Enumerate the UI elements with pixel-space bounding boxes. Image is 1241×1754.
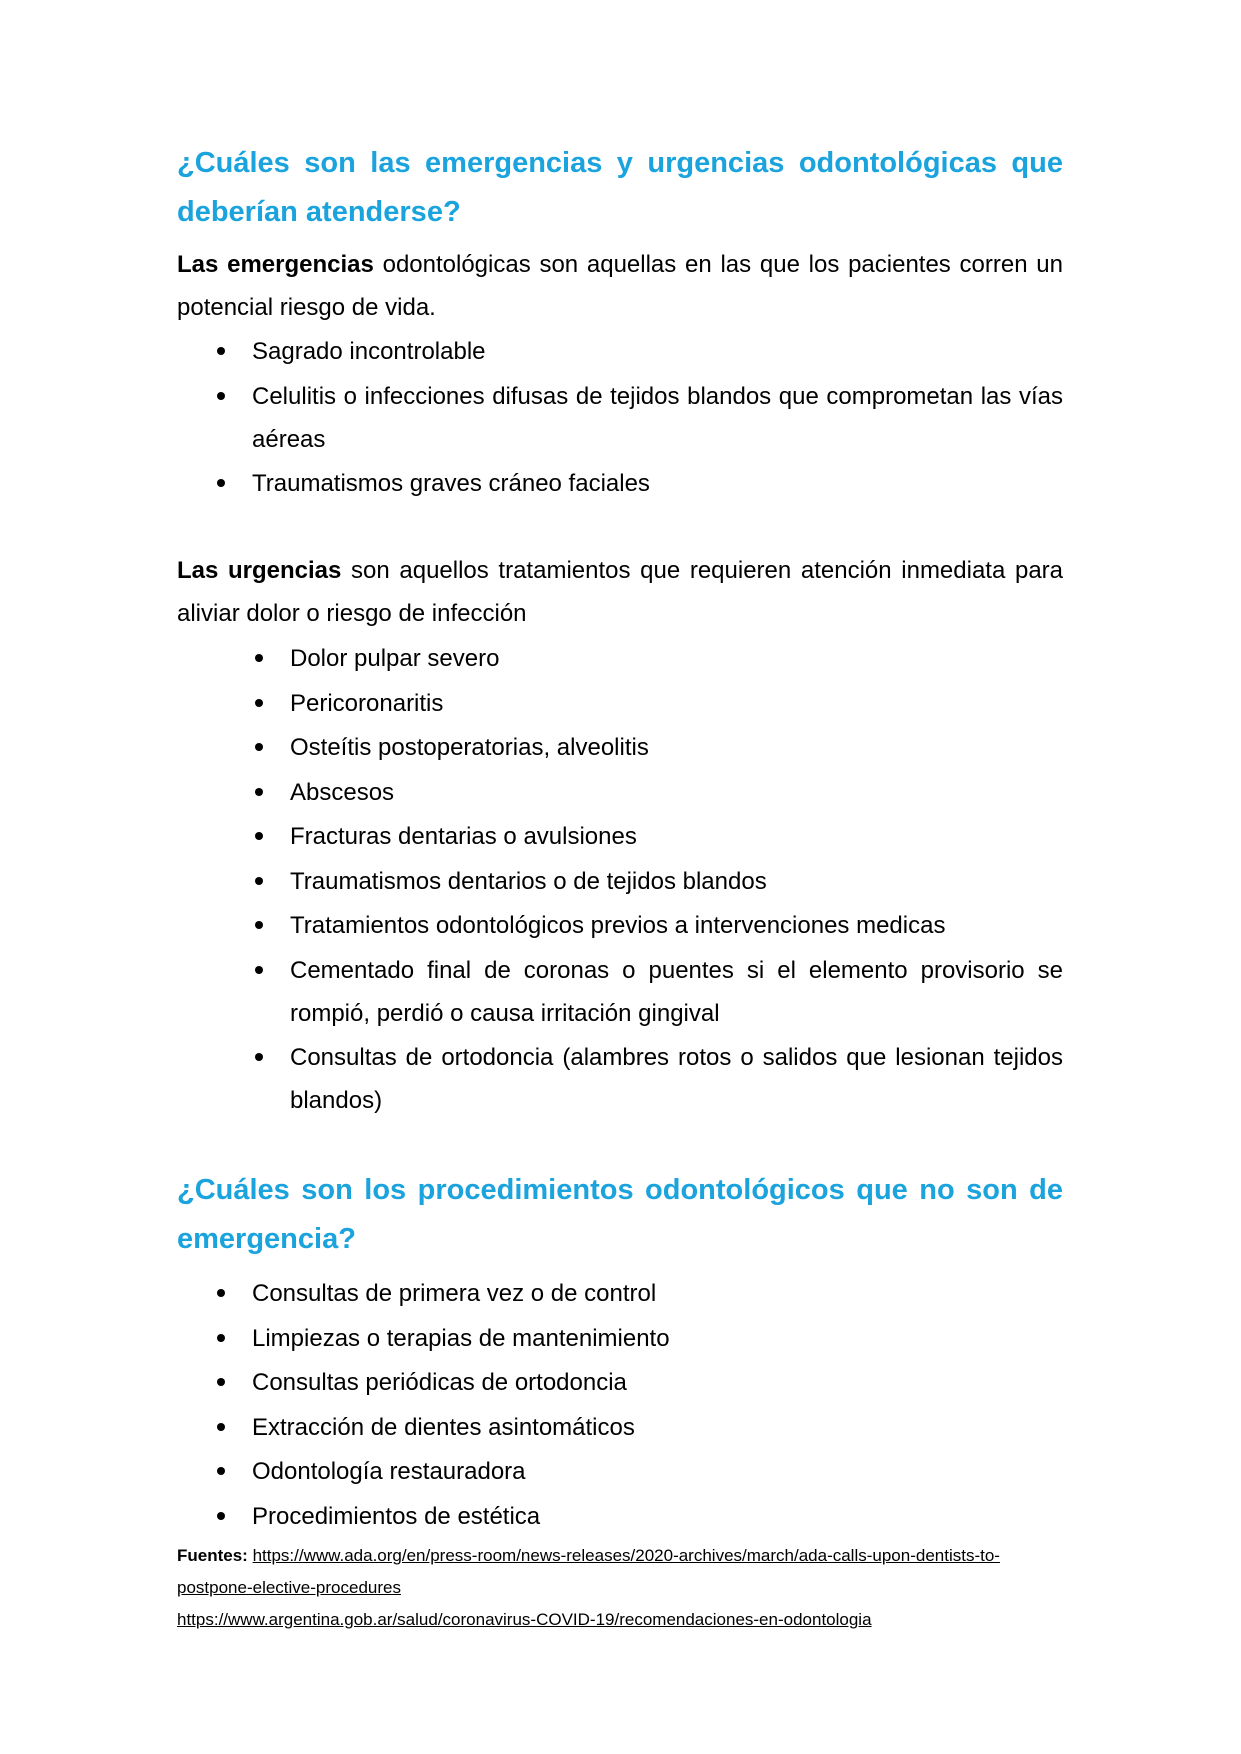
list-item xyxy=(290,1036,1063,1122)
bullet-icon xyxy=(217,1289,225,1297)
list-item-text: Tratamientos odontológicos previos a intervenciones medicas xyxy=(290,912,946,939)
list-item xyxy=(252,1495,1063,1538)
list-item-text: Sagrado incontrolable xyxy=(252,338,486,365)
list-item-text: Celulitis o infecciones difusas de tejidos blandos que comprometan las vías aéreas xyxy=(252,382,1063,453)
list-item-text: Abscesos xyxy=(290,778,395,806)
urgencias-list xyxy=(290,637,1063,1124)
list-item xyxy=(252,462,1063,505)
list-item xyxy=(252,1272,1063,1315)
list-item xyxy=(290,904,1063,947)
section-heading-no-emergencia: ¿Cuáles son los procedimientos odontológicos que no son de emergencia? xyxy=(177,1174,1063,1255)
sources-block xyxy=(177,1540,1063,1636)
list-item xyxy=(252,375,1063,461)
emergencias-text: odontológicas son aquellas en las que los pacientes corren un potencial riesgo de vida. xyxy=(177,251,1064,321)
bullet-icon xyxy=(217,1378,225,1386)
emergencias-bold: Las emergencias xyxy=(177,251,374,278)
bullet-icon xyxy=(255,877,263,885)
list-item-text: Pericoronaritis xyxy=(290,689,444,717)
sources-label: Fuentes: xyxy=(177,1546,248,1565)
list-item xyxy=(252,330,1063,373)
list-item xyxy=(290,682,1063,725)
bullet-icon xyxy=(217,1334,225,1342)
bullet-icon xyxy=(255,788,263,796)
list-item-text: Limpiezas o terapias de mantenimiento xyxy=(252,1324,670,1352)
bullet-icon xyxy=(255,654,263,662)
bullet-icon xyxy=(255,832,263,840)
bullet-icon xyxy=(217,479,225,487)
bullet-icon xyxy=(255,921,263,929)
list-item xyxy=(290,771,1063,814)
list-item xyxy=(290,949,1063,1035)
list-item xyxy=(290,637,1063,680)
bullet-icon xyxy=(217,1512,225,1520)
no-emergencia-list xyxy=(252,1272,1063,1539)
source-link-ada[interactable]: https://www.ada.org/en/press-room/news-releases/2020-archives/march/ada-calls-upon-dentists-to-postpone-elective-procedures xyxy=(177,1546,1000,1597)
list-item-text: Dolor pulpar severo xyxy=(290,645,500,672)
section-heading-emergencias: ¿Cuáles son las emergencias y urgencias odontológicas que deberían atenderse? xyxy=(177,147,1063,228)
list-item-text: Procedimientos de estética xyxy=(252,1502,541,1530)
bullet-icon xyxy=(255,699,263,707)
bullet-icon xyxy=(217,347,225,355)
list-item xyxy=(290,860,1063,903)
list-item-text: Extracción de dientes asintomáticos xyxy=(252,1413,635,1441)
list-item xyxy=(290,815,1063,858)
bullet-icon xyxy=(217,1467,225,1475)
list-item-text: Cementado final de coronas o puentes si el elemento provisorio se rompió, perdió o causa irritación gingival xyxy=(290,956,1063,1027)
list-item-text: Fracturas dentarias o avulsiones xyxy=(290,823,637,850)
bullet-icon xyxy=(255,1053,263,1061)
list-item xyxy=(252,1450,1063,1493)
bullet-icon xyxy=(217,392,225,400)
urgencias-paragraph xyxy=(177,549,1063,635)
list-item xyxy=(252,1361,1063,1404)
source-link-argentina[interactable]: https://www.argentina.gob.ar/salud/coronavirus-COVID-19/recomendaciones-en-odontologia xyxy=(177,1610,872,1629)
list-item xyxy=(252,1317,1063,1360)
list-item-text: Traumatismos graves cráneo faciales xyxy=(252,470,650,497)
urgencias-bold: Las urgencias xyxy=(177,557,342,584)
urgencias-text: son aquellos tratamientos que requieren atención inmediata para aliviar dolor o riesgo de infección xyxy=(177,557,1064,627)
bullet-icon xyxy=(255,743,263,751)
bullet-icon xyxy=(217,1423,225,1431)
list-item-text: Osteítis postoperatorias, alveolitis xyxy=(290,734,649,761)
list-item-text: Odontología restauradora xyxy=(252,1458,526,1485)
emergencias-list xyxy=(252,330,1063,507)
list-item-text: Traumatismos dentarios o de tejidos blandos xyxy=(290,867,767,895)
list-item xyxy=(252,1406,1063,1449)
list-item xyxy=(290,726,1063,769)
emergencias-paragraph xyxy=(177,243,1063,329)
list-item-text: Consultas periódicas de ortodoncia xyxy=(252,1369,627,1396)
list-item-text: Consultas de primera vez o de control xyxy=(252,1280,657,1307)
bullet-icon xyxy=(255,966,263,974)
list-item-text: Consultas de ortodoncia (alambres rotos o salidos que lesionan tejidos blandos) xyxy=(290,1044,1063,1114)
